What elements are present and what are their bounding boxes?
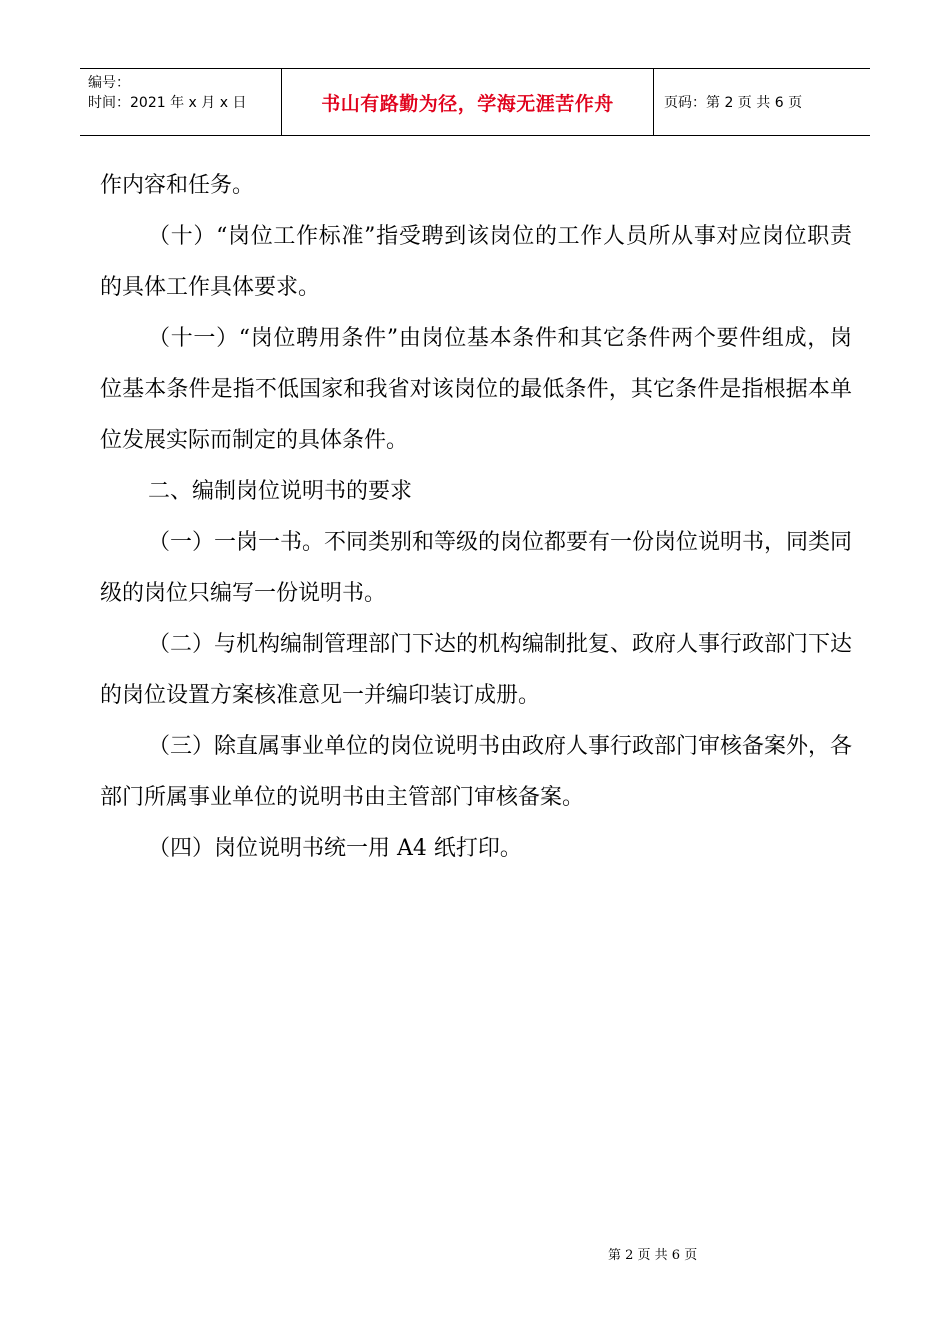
document-date-label: 时间：2021 年 x 月 x 日 — [88, 95, 247, 111]
header-page-info: 页码：第 2 页 共 6 页 — [664, 95, 803, 111]
header-motto-cell — [282, 69, 654, 135]
header-meta-cell — [80, 69, 282, 135]
footer-page-number: 第 2 页 共 6 页 — [608, 1248, 698, 1263]
body-paragraph: （十一）“岗位聘用条件”由岗位基本条件和其它条件两个要件组成，岗位基本条件是指不低国家和我省对该岗位的最低条件，其它条件是指根据本单位发展实际而制定的具体条件。 — [100, 326, 852, 453]
body-paragraph: （二）与机构编制管理部门下达的机构编制批复、政府人事行政部门下达的岗位设置方案核准意见一并编印装订成册。 — [100, 632, 853, 708]
body-paragraph: （一）一岗一书。不同类别和等级的岗位都要有一份岗位说明书，同类同级的岗位只编写一份说明书。 — [100, 530, 853, 606]
document-header — [80, 68, 870, 136]
header-page-cell — [654, 69, 870, 135]
body-paragraph: （十）“岗位工作标准”指受聘到该岗位的工作人员所从事对应岗位职责的具体工作具体要求。 — [100, 224, 852, 300]
header-motto: 书山有路勤为径，学海无涯苦作舟 — [321, 92, 614, 115]
body-paragraph: （四）岗位说明书统一用 A4 纸打印。 — [148, 836, 522, 861]
document-number-label: 编号： — [88, 75, 130, 91]
body-paragraph: 作内容和任务。 — [100, 173, 255, 198]
section-heading: 二、编制岗位说明书的要求 — [148, 479, 413, 504]
body-paragraph: （三）除直属事业单位的岗位说明书由政府人事行政部门审核备案外，各部门所属事业单位的说明书由主管部门审核备案。 — [100, 734, 853, 810]
document-body — [100, 160, 852, 874]
